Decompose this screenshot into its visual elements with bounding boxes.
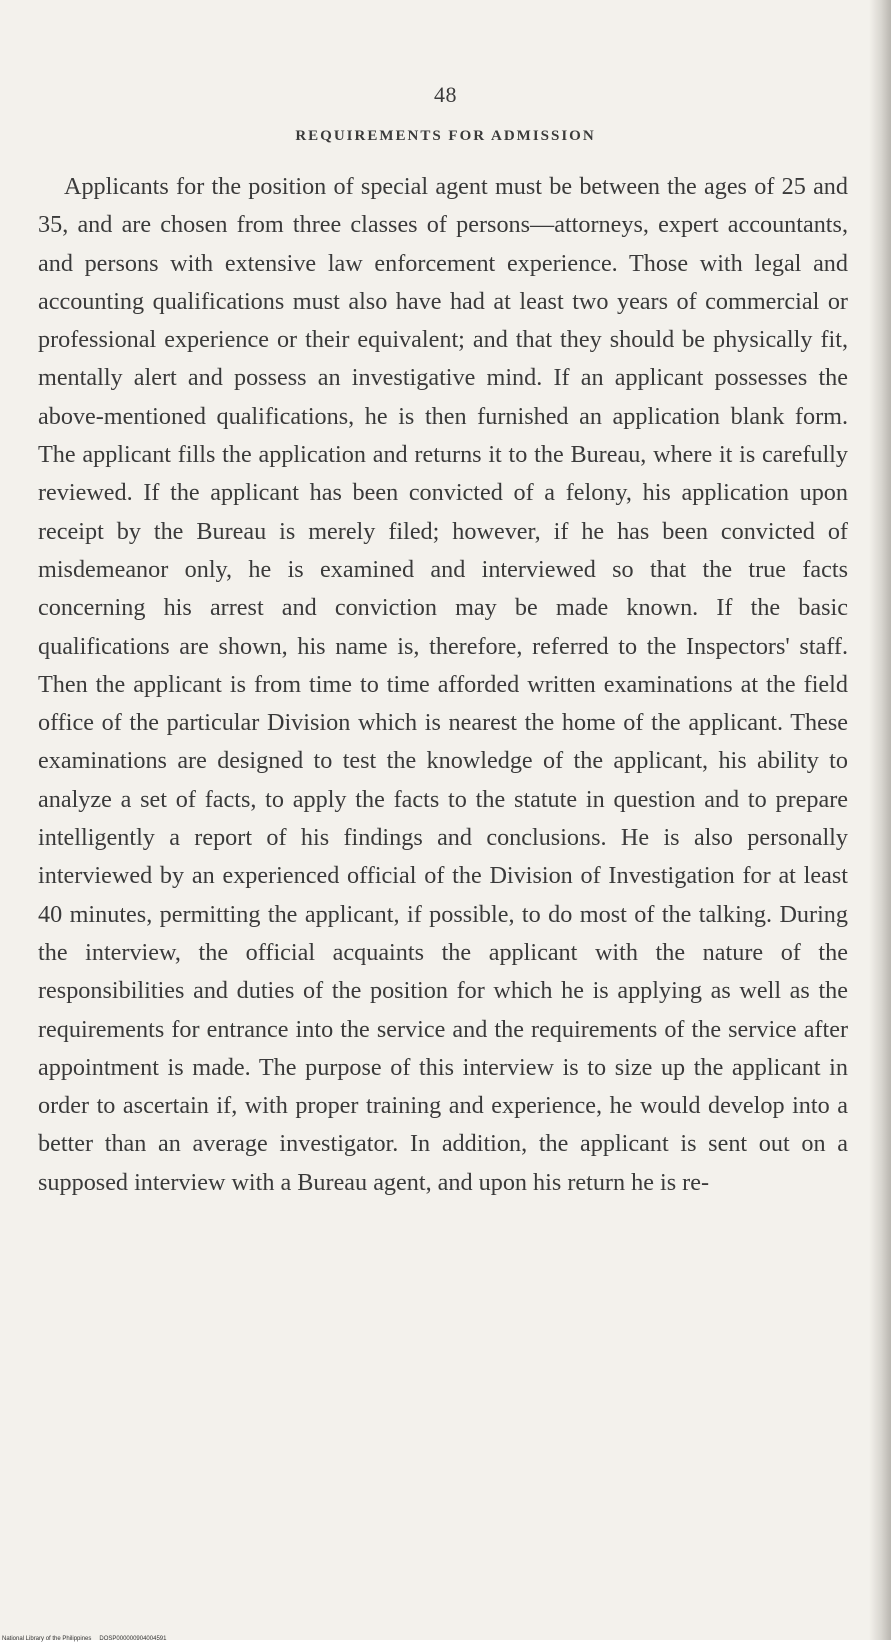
section-heading: REQUIREMENTS FOR ADMISSION [295, 128, 596, 144]
page-number: 48 [434, 82, 457, 107]
scan-credit [2, 1636, 166, 1642]
page-edge-shadow [869, 0, 891, 1650]
library-credit: National Library of the Philippines [2, 1636, 92, 1642]
body-paragraph: Applicants for the position of special agent must be between the ages of 25 and 35, and are chosen from three classes of persons—attorneys, expert accountants, and persons with extensive law enforcement experience. Those with legal and accounting qualifications must also have had at least two years of commercial or professional experience or their equivalent; and that they should be physically fit, mentally alert and possess an investigative mind. If an applicant possesses the above-mentioned qualifications, he is then furnished an application blank form. The applicant fills the application and returns it to the Bureau, where it is carefully reviewed. If the applicant has been convicted of a felony, his application upon receipt by the Bureau is merely filed; however, if he has been convicted of misdemeanor only, he is examined and interviewed so that the true facts concerning his arrest and conviction may be made known. If the basic qualifications are shown, his name is, therefore, referred to the Inspectors' staff. Then the applicant is from time to time afforded written examinations at the field office of the particular Division which is nearest the home of the applicant. These examinations are designed to test the knowledge of the applicant, his ability to analyze a set of facts, to apply the facts to the statute in question and to prepare intelligently a report of his findings and conclusions. He is also personally interviewed by an experienced official of the Division of Investigation for at least 40 minutes, permitting the applicant, if possible, to do most of the talking. During the interview, the official acquaints the applicant with the nature of the responsibilities and duties of the position for which he is applying as well as the requirements for entrance into the service and the requirements of the service after appointment is made. The purpose of this interview is to size up the applicant in order to ascertain if, with proper training and experience, he would develop into a better than an average investigator. In addition, the applicant is sent out on a supposed interview with a Bureau agent, and upon his return he is re- [38, 173, 848, 1196]
scan-identifier: DOSP000000904004591 [99, 1636, 167, 1642]
